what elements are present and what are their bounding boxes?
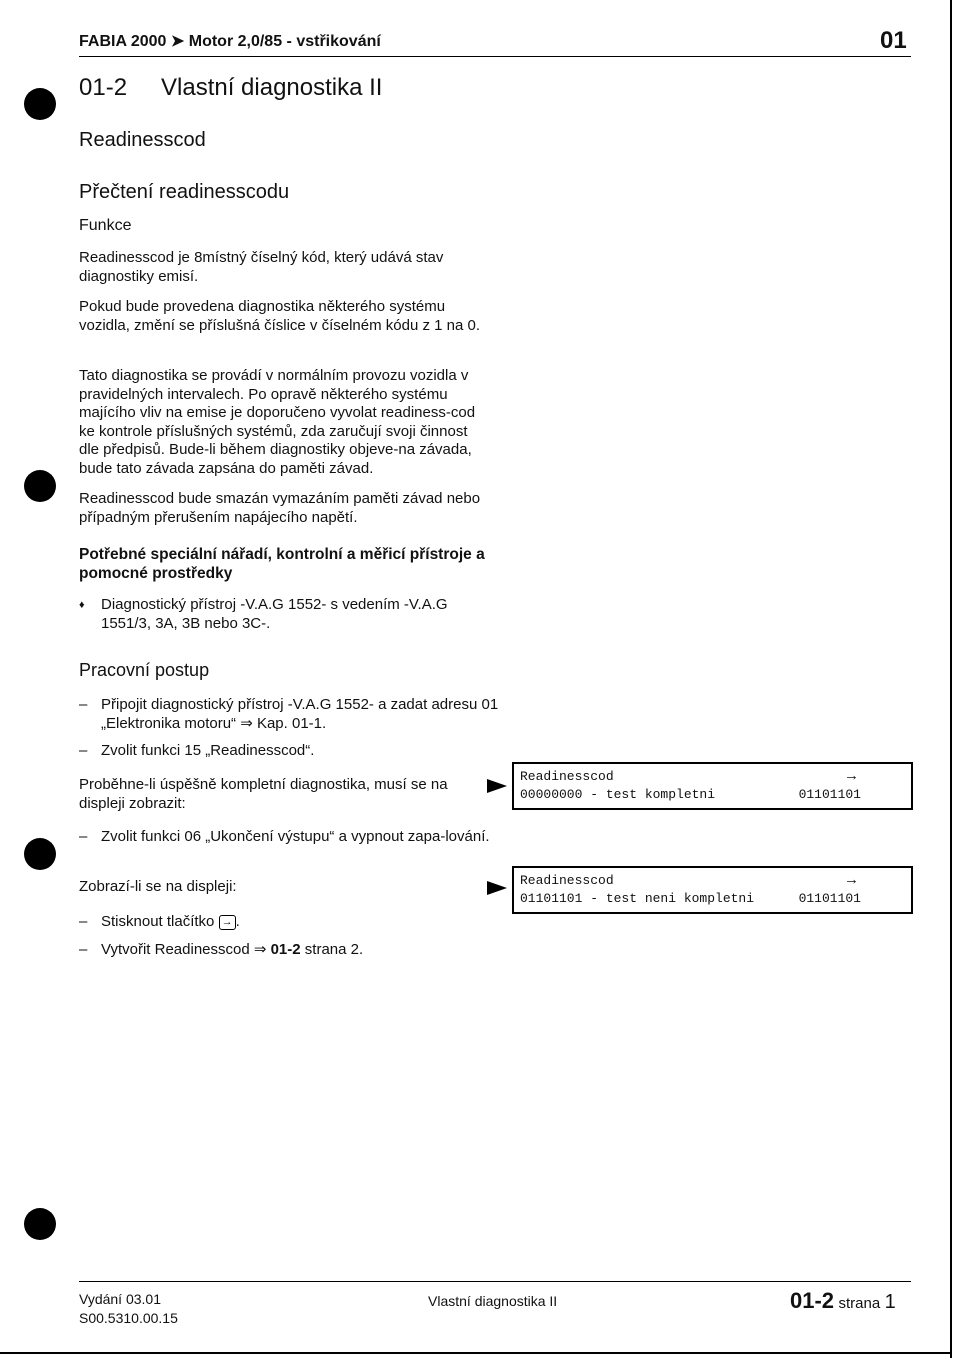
header-rule — [79, 56, 911, 57]
section-title: Přečtení readinesscodu — [79, 181, 290, 203]
display-line2: 00000000 - test kompletni — [520, 787, 716, 802]
paragraph: Pokud bude provedena diagnostika některého systému vozidla, změní se příslušná číslice v číselném kódu z 1 na 0. — [79, 298, 481, 334]
heading-number: 01-2 — [79, 74, 128, 101]
pointer-arrow-icon — [487, 779, 507, 793]
pointer-arrow-icon — [487, 881, 507, 895]
tool-item — [79, 596, 499, 633]
page-heading — [79, 74, 382, 102]
binder-hole — [24, 470, 56, 502]
binder-hole — [24, 1208, 56, 1240]
tester-display — [512, 866, 913, 914]
step-text: Zvolit funkci 06 „Ukončení výstupu“ a vypnout zapa-lování. — [101, 828, 490, 845]
subheading: Readinesscod — [79, 129, 206, 151]
tool-item-text: Diagnostický přístroj -V.A.G 1552- s vedením -V.A.G 1551/3, 3A, 3B nebo 3C-. — [101, 596, 448, 632]
step-text: Zvolit funkci 15 „Readinesscod“. — [101, 742, 315, 759]
cross-reference: 01-2 — [270, 941, 301, 958]
procedure-text: Proběhne-li úspěšně kompletní diagnostika, musí se na displeji zobrazit: — [79, 776, 448, 812]
chapter-number: 01 — [880, 27, 907, 54]
step-text: Vytvořit Readinesscod ⇒ — [101, 941, 267, 958]
procedure-title: Pracovní postup — [79, 660, 210, 680]
procedure-step — [79, 696, 499, 733]
display-line1: Readinesscod — [520, 873, 614, 888]
page-edge-line — [950, 0, 952, 1358]
procedure-step — [79, 828, 499, 847]
display-arrow-icon: → — [844, 871, 859, 888]
funkce-label: Funkce — [79, 217, 132, 234]
paragraph: Readinesscod bude smazán vymazáním paměti závad nebo případným přerušením napájecího napětí. — [79, 490, 481, 526]
binder-hole — [24, 88, 56, 120]
dash-marker: – — [79, 696, 88, 713]
procedure-text: Zobrazí-li se na displeji: — [79, 878, 237, 895]
step-text: Stisknout tlačítko — [101, 913, 215, 930]
display-code: 01101101 — [798, 787, 861, 802]
tester-display — [512, 762, 913, 810]
bottom-edge-line — [0, 1352, 950, 1354]
dash-marker: – — [79, 941, 88, 958]
heading-title: Vlastní diagnostika II — [161, 74, 383, 101]
header-title: FABIA 2000 ➤ Motor 2,0/85 - vstřikování — [79, 33, 381, 50]
tools-title: Potřebné speciální nářadí, kontrolní a měřicí přístroje a pomocné prostředky — [79, 546, 485, 582]
footer-doc-number: S00.5310.00.15 — [79, 1310, 178, 1326]
display-line2: 01101101 - test neni kompletni — [520, 891, 755, 906]
display-code: 01101101 — [798, 891, 861, 906]
dash-marker: – — [79, 913, 88, 930]
footer-edition: Vydání 03.01 — [79, 1291, 161, 1307]
display-line1: Readinesscod — [520, 769, 614, 784]
binder-hole — [24, 838, 56, 870]
procedure-step — [79, 742, 499, 761]
paragraph: Tato diagnostika se provádí v normálním provozu vozidla v pravidelných intervalech. Po opravě některého systému majícího vliv na emise je doporučeno vyvolat readiness-cod ke kontrole příslušných systémů, zda zaručují svoji činnost dle předpisů. Bude-li během diagnostiky objeve-na závada, bude tato závada zapsána do paměti závad. — [79, 367, 476, 477]
bullet-marker: ♦ — [79, 599, 85, 611]
footer-page-ref — [790, 1288, 896, 1314]
page-ref-code: 01-2 — [790, 1288, 835, 1313]
dash-marker: – — [79, 828, 88, 845]
procedure-step — [79, 941, 499, 960]
cross-reference-suffix: strana 2. — [304, 941, 364, 958]
page-ref-word: strana — [838, 1295, 881, 1312]
display-arrow-icon: → — [844, 767, 859, 784]
paragraph: Readinesscod je 8místný číselný kód, který udává stav diagnostiky emisí. — [79, 249, 444, 285]
dash-marker: – — [79, 742, 88, 759]
step-text: Připojit diagnostický přístroj -V.A.G 1552- a zadat adresu 01 „Elektronika motoru“ ⇒ Kap. 01-1. — [101, 696, 499, 732]
procedure-step: – Stisknout tlačítko → . — [79, 913, 240, 930]
arrow-key-icon: → — [219, 915, 236, 930]
footer-rule — [79, 1281, 911, 1282]
footer-center-title: Vlastní diagnostika II — [428, 1293, 558, 1309]
page-ref-num: 1 — [884, 1291, 896, 1313]
